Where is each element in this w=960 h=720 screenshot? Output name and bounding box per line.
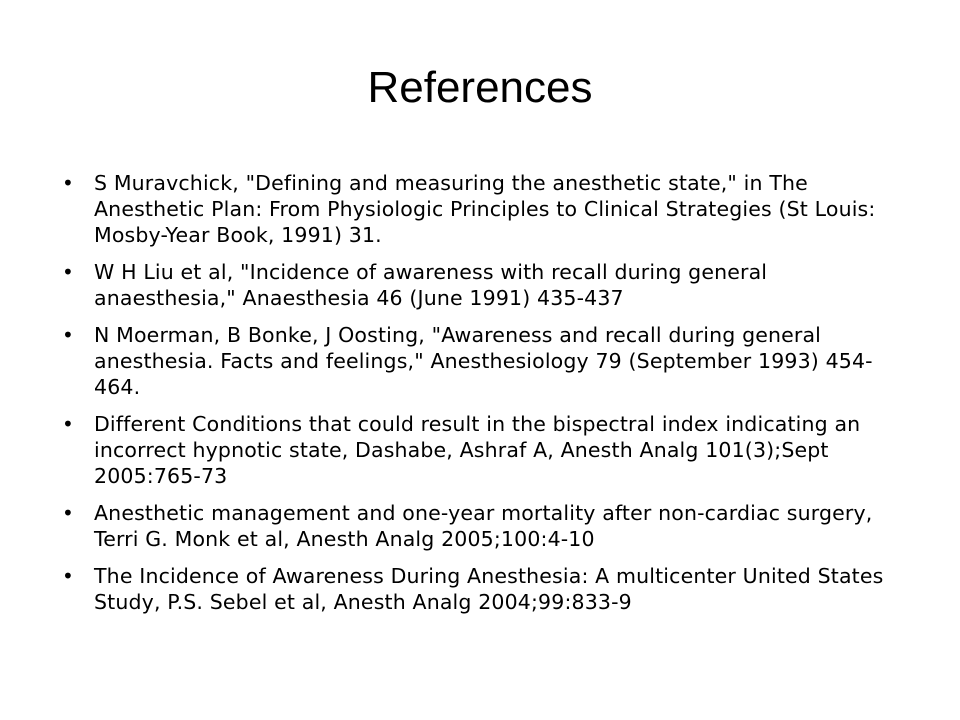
- reference-text: N Moerman, B Bonke, J Oosting, "Awareness and recall during general anesthesia. Facts and feelings," Anesthesiology 79 (September 1993) 454-464.: [94, 323, 873, 399]
- reference-text: W H Liu et al, "Incidence of awareness with recall during general anaesthesia," Anaesthesia 46 (June 1991) 435-437: [94, 260, 768, 310]
- reference-item: [62, 322, 902, 400]
- slide-title: References: [367, 63, 593, 112]
- bullet-icon: •: [62, 171, 74, 195]
- reference-list: [62, 170, 902, 626]
- bullet-icon: •: [62, 323, 74, 347]
- reference-text: Anesthetic management and one-year mortality after non-cardiac surgery, Terri G. Monk et al, Anesth Analg 2005;100:4-10: [94, 501, 873, 551]
- reference-item: [62, 411, 902, 489]
- reference-text: Different Conditions that could result in the bispectral index indicating an incorrect hypnotic state, Dashabe, Ashraf A, Anesth Analg 101(3);Sept 2005:765-73: [94, 412, 861, 488]
- reference-text: S Muravchick, "Defining and measuring the anesthetic state," in The Anesthetic Plan: From Physiologic Principles to Clinical Strategies (St Louis: Mosby-Year Book, 1991) 31.: [94, 171, 876, 247]
- bullet-icon: •: [62, 501, 74, 525]
- bullet-icon: •: [62, 260, 74, 284]
- bullet-icon: •: [62, 412, 74, 436]
- reference-item: [62, 259, 902, 311]
- reference-item: [62, 170, 902, 248]
- reference-item: [62, 500, 902, 552]
- reference-text: The Incidence of Awareness During Anesthesia: A multicenter United States Study, P.S. Sebel et al, Anesth Analg 2004;99:833-9: [94, 564, 884, 614]
- reference-item: [62, 563, 902, 615]
- bullet-icon: •: [62, 564, 74, 588]
